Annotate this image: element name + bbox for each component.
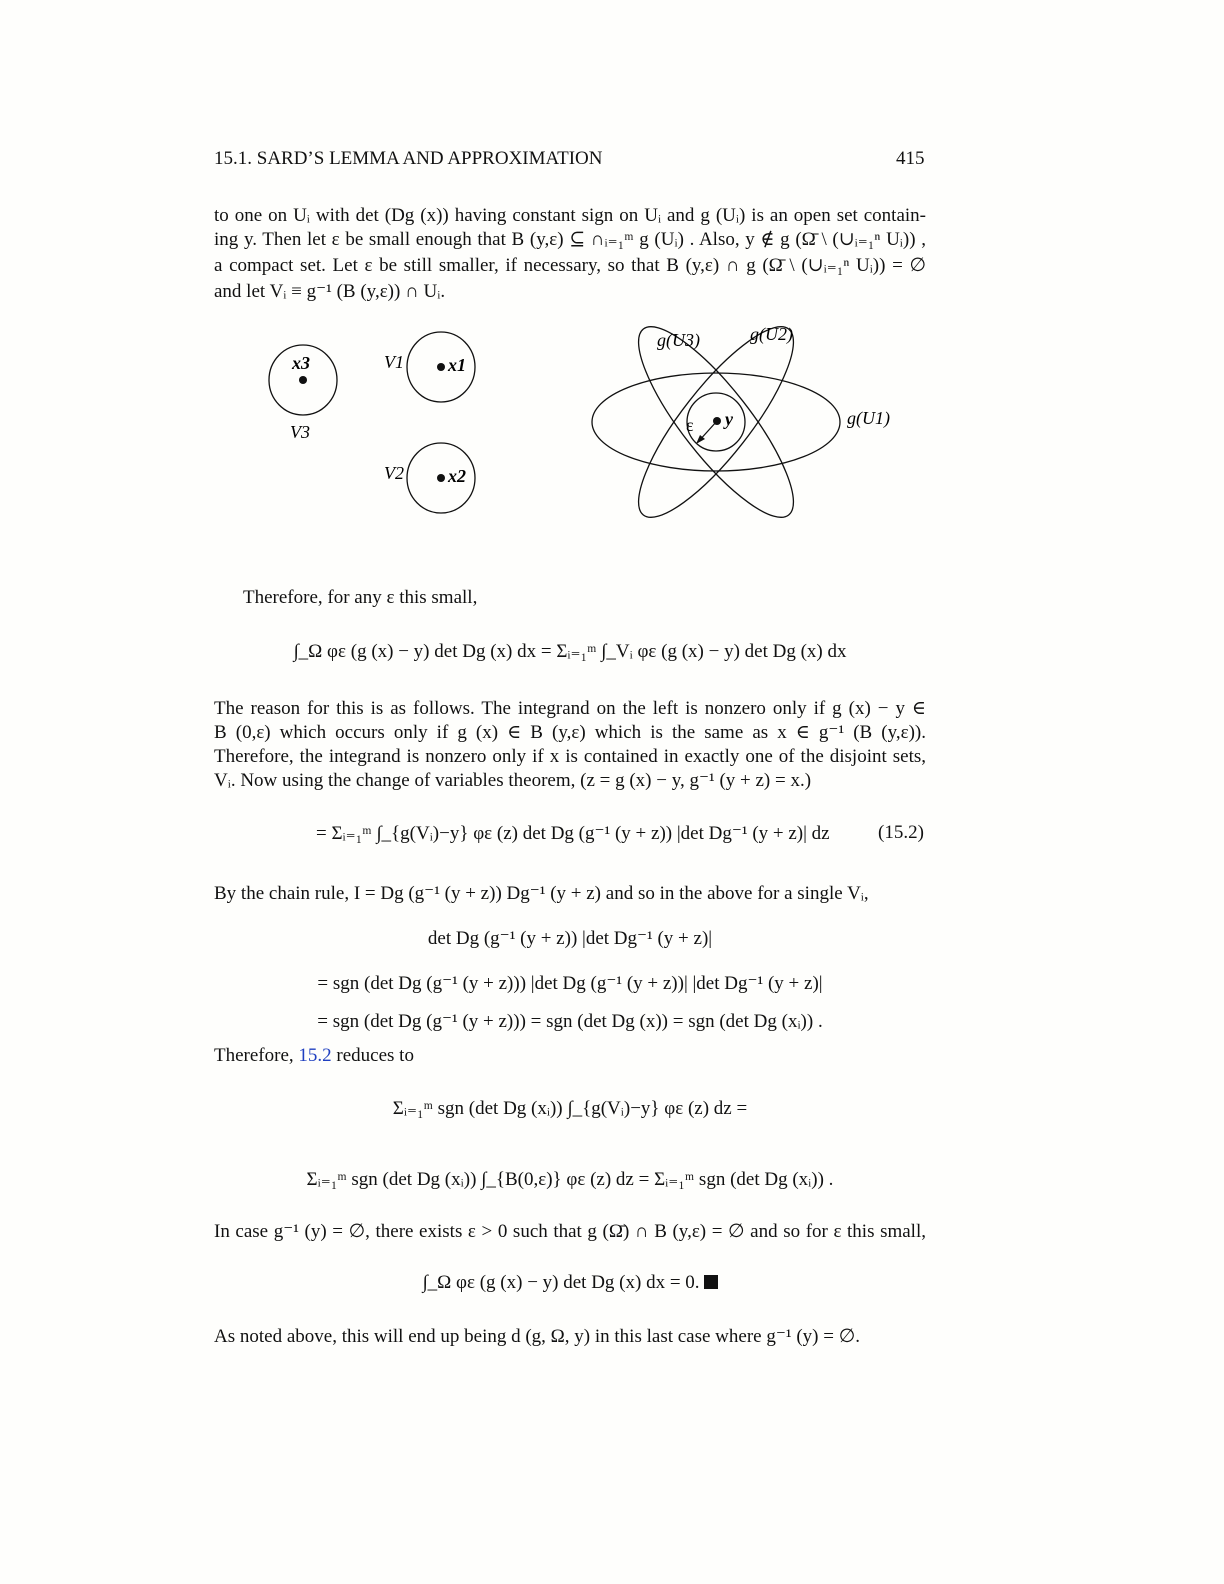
paragraph-5-text-after: reduces to <box>331 1045 414 1066</box>
equation-3-line-1: det Dg (g⁻¹ (y + z)) |det Dg⁻¹ (y + z)| <box>427 928 713 949</box>
equation-1: ∫_Ω φε (g (x) − y) det Dg (x) dx = Σᵢ₌₁ᵐ ∫_Vᵢ φε (g (x) − y) det Dg (x) dx <box>293 641 847 662</box>
figure-sard-lemma <box>250 318 920 518</box>
paragraph-2: Therefore, for any ε this small, <box>243 587 478 608</box>
point-x3 <box>299 376 307 384</box>
equation-reference-link[interactable]: 15.2 <box>298 1045 332 1066</box>
label-v1: V1 <box>384 352 404 372</box>
qed-square-icon <box>704 1275 718 1289</box>
paragraph-3-line-1: The reason for this is as follows. The integrand on the left is nonzero only if g (x) − y ∈ <box>214 698 926 719</box>
label-g-u2: g(U2) <box>750 324 793 344</box>
page-number: 415 <box>896 148 925 169</box>
label-x3: x3 <box>292 353 310 373</box>
paragraph-5 <box>214 1044 414 1068</box>
equation-4-line-1: Σᵢ₌₁ᵐ sgn (det Dg (xᵢ)) ∫_{g(Vᵢ)−y} φε (z) dz = <box>392 1098 748 1119</box>
running-header: 15.1. SARD’S LEMMA AND APPROXIMATION <box>214 148 603 169</box>
label-y: y <box>725 409 733 429</box>
point-x1 <box>437 363 445 371</box>
equation-5-text: ∫_Ω φε (g (x) − y) det Dg (x) dx = 0. <box>422 1272 700 1293</box>
label-x1: x1 <box>448 355 466 375</box>
paragraph-1-line-4: and let Vᵢ ≡ g⁻¹ (B (y,ε)) ∩ Uᵢ. <box>214 281 446 302</box>
label-g-u1: g(U1) <box>847 408 890 428</box>
point-y <box>713 417 721 425</box>
equation-3-line-3: = sgn (det Dg (g⁻¹ (y + z))) = sgn (det Dg (x)) = sgn (det Dg (xᵢ)) . <box>317 1011 823 1032</box>
paragraph-1-line-1: to one on Uᵢ with det (Dg (x)) having constant sign on Uᵢ and g (Uᵢ) is an open set contain- <box>214 205 926 226</box>
equation-4-line-2: Σᵢ₌₁ᵐ sgn (det Dg (xᵢ)) ∫_{B(0,ε)} φε (z) dz = Σᵢ₌₁ᵐ sgn (det Dg (xᵢ)) . <box>306 1169 834 1190</box>
paragraph-6: In case g⁻¹ (y) = ∅, there exists ε > 0 such that g (Ω̄) ∩ B (y,ε) = ∅ and so for ε this small, <box>214 1221 926 1242</box>
label-epsilon: ε <box>686 415 694 435</box>
paragraph-7: As noted above, this will end up being d (g, Ω, y) in this last case where g⁻¹ (y) = ∅. <box>214 1326 860 1347</box>
label-x2: x2 <box>448 466 466 486</box>
label-v3: V3 <box>290 422 310 442</box>
point-x2 <box>437 474 445 482</box>
paragraph-1-line-2: ing y. Then let ε be small enough that B (y,ε) ⊆ ∩ᵢ₌₁ᵐ g (Uᵢ) . Also, y ∉ g (Ω̄ \ (∪ᵢ₌₁ⁿ Uᵢ)) , <box>214 229 926 250</box>
paragraph-4: By the chain rule, I = Dg (g⁻¹ (y + z)) Dg⁻¹ (y + z) and so in the above for a single Vᵢ, <box>214 883 869 904</box>
paragraph-3-line-4: Vᵢ. Now using the change of variables theorem, (z = g (x) − y, g⁻¹ (y + z) = x.) <box>214 770 812 791</box>
equation-5 <box>214 1272 926 1294</box>
equation-3-line-2: = sgn (det Dg (g⁻¹ (y + z))) |det Dg (g⁻¹ (y + z))| |det Dg⁻¹ (y + z)| <box>317 973 823 994</box>
label-v2: V2 <box>384 463 404 483</box>
paragraph-3-line-3: Therefore, the integrand is nonzero only if x is contained in exactly one of the disjoint sets, <box>214 746 926 767</box>
paragraph-1-line-3: a compact set. Let ε be still smaller, if necessary, so that B (y,ε) ∩ g (Ω̄ \ (∪ᵢ₌₁ⁿ Uᵢ)) = ∅ <box>214 255 926 276</box>
paragraph-5-text-before: Therefore, <box>214 1045 299 1066</box>
paragraph-3-line-2: B (0,ε) which occurs only if g (x) ∈ B (y,ε) which is the same as x ∈ g⁻¹ (B (y,ε)). <box>214 722 926 743</box>
label-g-u3: g(U3) <box>657 330 700 350</box>
equation-2: = Σᵢ₌₁ᵐ ∫_{g(Vᵢ)−y} φε (z) det Dg (g⁻¹ (y + z)) |det Dg⁻¹ (y + z)| dz <box>316 823 830 844</box>
equation-2-number: (15.2) <box>878 822 924 843</box>
